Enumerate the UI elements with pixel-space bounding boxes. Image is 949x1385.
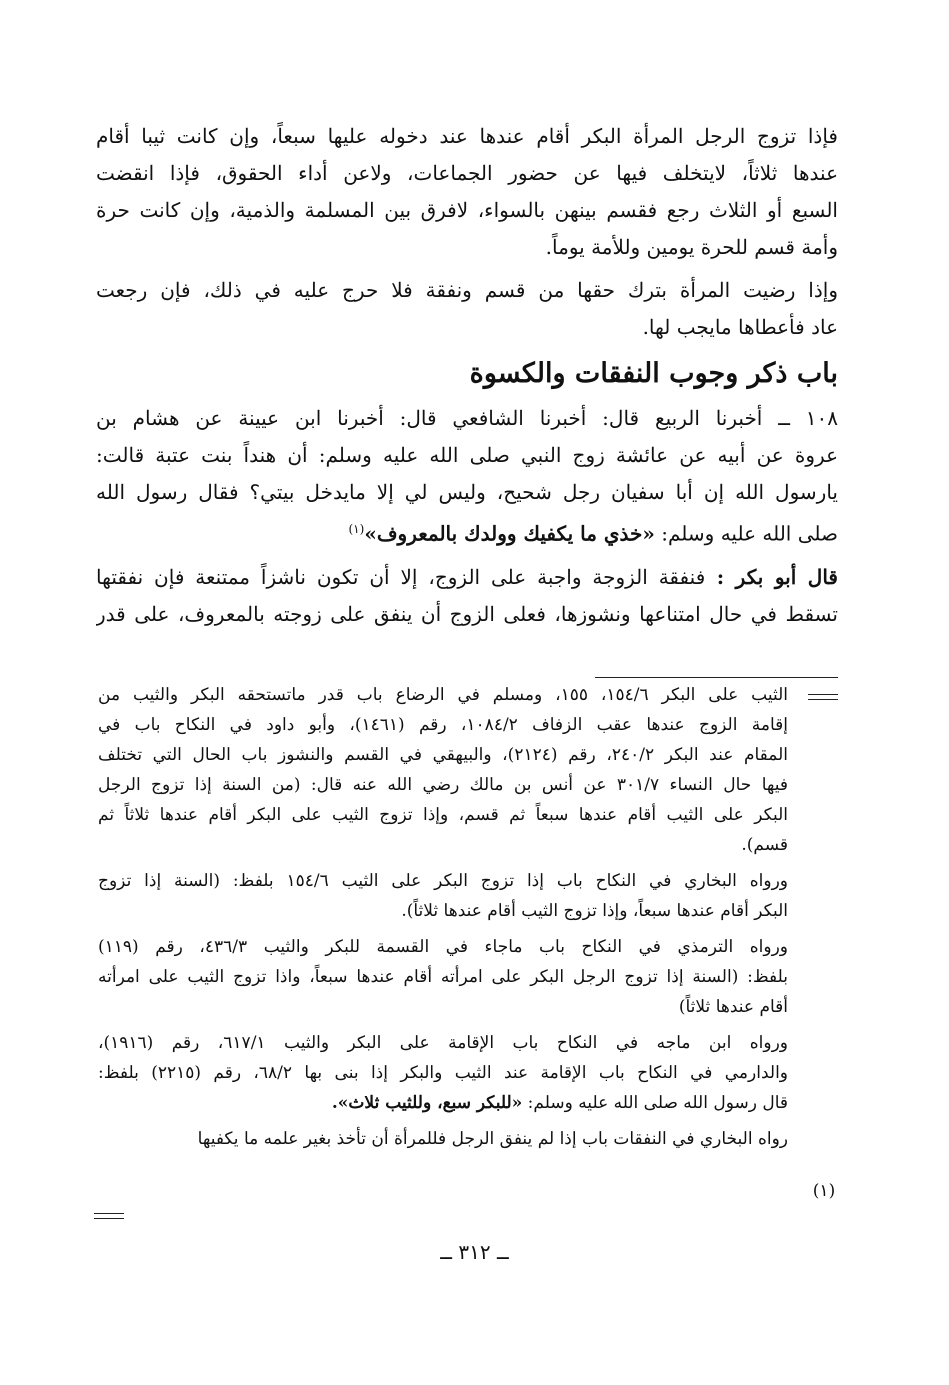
footnote-line: البكر أقام عندها سبعاً، وإذا تزوج الثيب أقام عندها ثلاثاً).: [401, 901, 788, 921]
page-number: ــ ٣١٢ ــ: [440, 1240, 509, 1264]
text-line: عروة عن أبيه عن عائشة زوج النبي صلى الله عليه وسلم: أن هنداً بنت عتبة قالت:: [96, 443, 838, 467]
text-line: يارسول الله إن أبا سفيان رجل شحيح، وليس لي إلا مايدخل بيتي؟ فقال رسول الله: [96, 480, 838, 504]
text-line: ١٠٨ ــ أخبرنا الربيع قال: أخبرنا الشافعي قال: أخبرنا ابن عيينة عن هشام بن: [96, 406, 838, 430]
footnote-line: ورواه البخاري في النكاح باب إذا تزوج البكر على الثيب ١٥٤/٦ بلفظ: (السنة إذا تزوج: [98, 871, 788, 891]
quote-text: «للبكر سبع، وللثيب ثلاث».: [331, 1093, 523, 1113]
footnote-line: رواه البخاري في النفقات باب إذا لم ينفق الرجل فللمرأة أن تأخذ بغير علمه ما يكفيها: [197, 1129, 788, 1149]
footnote-number: (١): [812, 1181, 836, 1201]
footnote-line: قسم).: [741, 835, 788, 855]
text-line: فإذا تزوج الرجل المرأة البكر أقام عندها عند دخوله عليها سبعاً، وإن كانت ثيبا أقام: [96, 124, 838, 148]
footnote-tirmidhi: [98, 932, 788, 1022]
footnote-line: ورواه الترمذي في النكاح باب ماجاء في القسمة للبكر والثيب ٤٣٦/٣، رقم (١١٩): [98, 937, 788, 957]
text-segment: صلى الله عليه وسلم:: [654, 521, 838, 546]
text-line: عاد فأعطاها مايجب لها.: [642, 315, 838, 339]
footnote-reference: (١): [348, 522, 365, 536]
paragraph-commentary: [96, 559, 838, 633]
footnote-ibn-majah: [98, 1028, 788, 1118]
paragraph-hadith-108: [96, 400, 838, 553]
footnote-line: المقام عند البكر ٢٤٠/٢، رقم (٢١٢٤)، والبيهقي في القسم والنشوز باب الحال التي تختلف: [98, 745, 788, 765]
footnote-line: بلفظ: (السنة إذا تزوج الرجل البكر على امرأته أقام عندها سبعاً، واذا تزوج الثيب على امرأته: [98, 967, 788, 987]
footnote-bukhari: [98, 866, 788, 926]
footnote-line: فيها حال النساء ٣٠١/٧ عن أنس بن مالك رضي الله عنه قال: (من السنة إذا تزوج الرجل: [98, 775, 788, 795]
footnote-line: والدارمي في النكاح باب الإقامة عند الثيب والبكر إذا بنى بها ٦٨/٢، رقم (٢٢١٥) بلفظ:: [98, 1063, 788, 1083]
continuation-mark-bottom: [94, 1213, 124, 1223]
footnotes: [98, 680, 788, 1160]
main-text: [96, 118, 838, 639]
text-segment: قال رسول الله صلى الله عليه وسلم:: [522, 1093, 788, 1113]
text-line: السبع أو الثلاث رجع فقسم بينهن بالسواء، لافرق بين المسلمة والذمية، وإن كانت حرة: [96, 198, 838, 222]
text-line: وأمة قسم للحرة يومين وللأمة يوماً.: [545, 235, 838, 259]
footnote-line: ورواه ابن ماجه في النكاح باب الإقامة على البكر والثيب ٦١٧/١، رقم (١٩١٦)،: [98, 1033, 788, 1053]
chapter-heading: باب ذكر وجوب النفقات والكسوة: [469, 358, 838, 389]
footnote-line: الثيب على البكر ١٥٤/٦، ١٥٥، ومسلم في الرضاع باب قدر ماتستحقه البكر والثيب من: [98, 685, 788, 705]
footnote-continued: [98, 680, 788, 860]
quote-text: «خذي ما يكفيك وولدك بالمعروف»: [364, 521, 655, 546]
paragraph-1: [96, 118, 838, 266]
footnote-separator: [595, 677, 838, 678]
text-line: وإذا رضيت المرأة بترك حقها من قسم ونفقة فلا حرج عليه في ذلك، فإن رجعت: [96, 278, 838, 302]
footnote-line: [98, 1088, 788, 1118]
text-line: تسقط في حال امتناعها ونشوزها، فعلى الزوج أن ينفق على زوجته بالمعروف، على قدر: [96, 601, 838, 626]
text-line: [96, 559, 838, 596]
text-line: عندها ثلاثاً، لايتخلف فيها عن حضور الجماعات، ولاعن أداء الحقوق، فإذا انقضت: [96, 161, 838, 185]
footnote-line: أقام عندها ثلاثاً): [678, 997, 788, 1017]
continuation-mark-top: [808, 694, 838, 704]
footnote-1: [98, 1124, 788, 1154]
speaker-label: قال أبو بكر :: [705, 564, 838, 589]
footnote-line: إقامة الزوج عندها عقب الزفاف ١٠٨٤/٢، رقم (١٤٦١)، وأبو داود في النكاح باب في: [98, 715, 788, 735]
footnote-line: البكر على الثيب أقام عندها سبعاً ثم قسم، وإذا تزوج الثيب على البكر أقام عندها ثلاثاً ثم: [98, 805, 788, 825]
text-line: [96, 511, 838, 553]
paragraph-2: [96, 272, 838, 346]
text-segment: فنفقة الزوجة واجبة على الزوج، إلا أن تكون ناشزاً ممتنعة فإن نفقتها: [96, 564, 706, 589]
